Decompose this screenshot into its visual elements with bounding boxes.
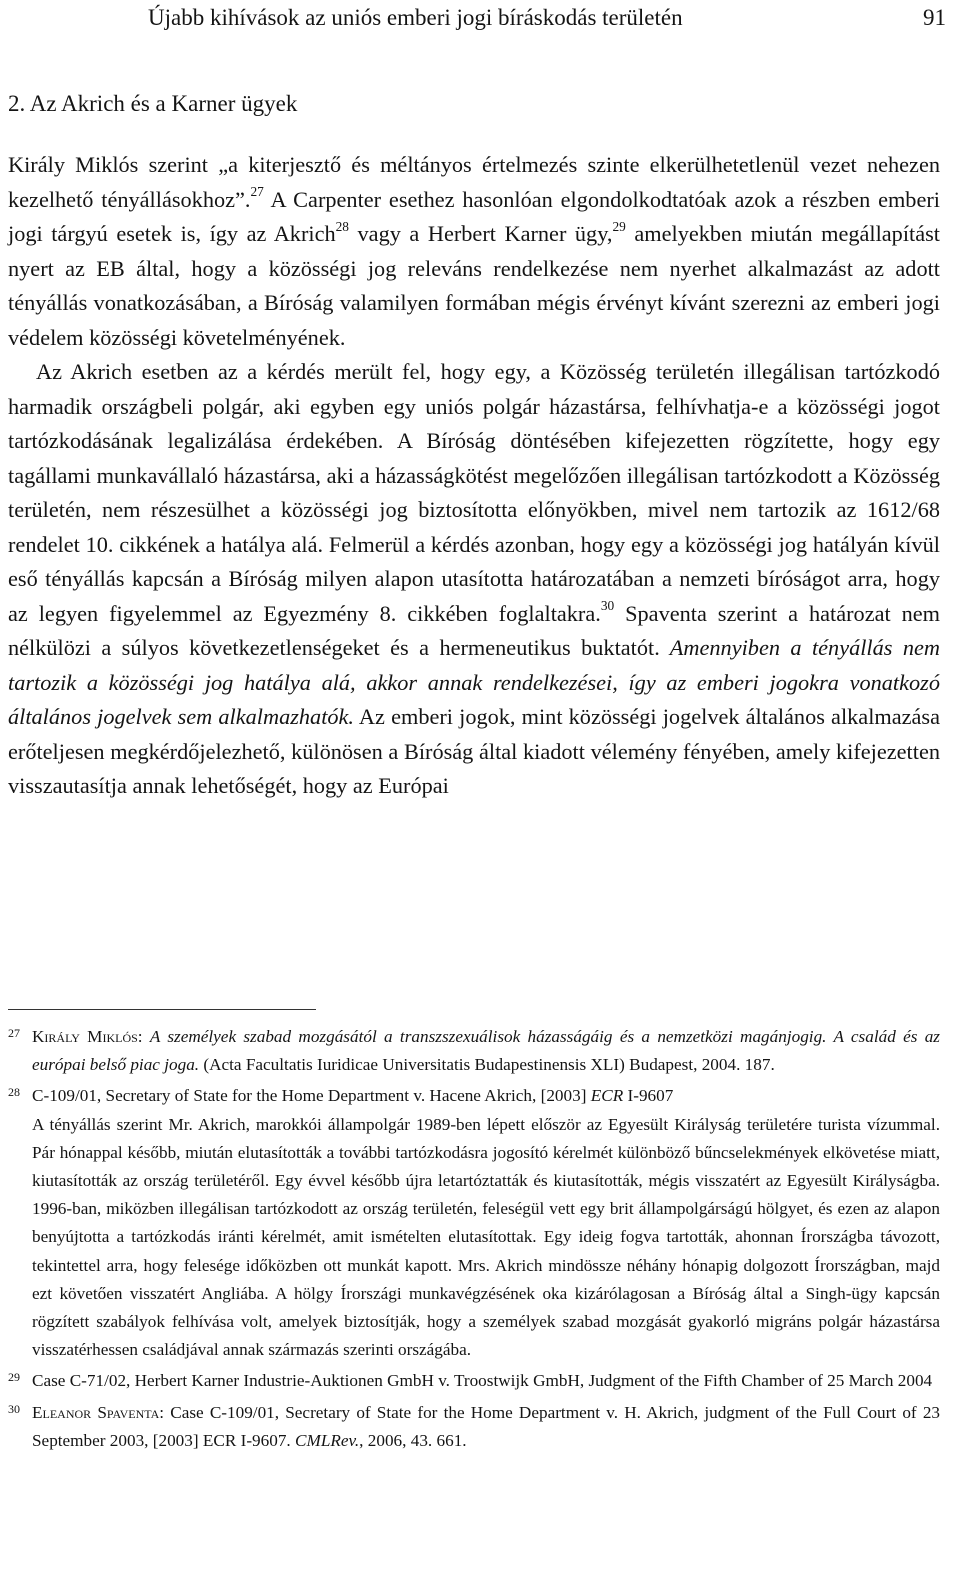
paragraph-2-part-2: Spaventa szerint a határozat nem nélkülözi a súlyos következetlenségeket és a hermeneutikus buktatót. bbox=[8, 600, 940, 660]
footnote-number: 30 bbox=[8, 1401, 20, 1416]
footnote-ref-27: 27 bbox=[250, 184, 264, 200]
footnote-italic: ECR bbox=[590, 1086, 624, 1106]
footnote-citation-end: I-9607 bbox=[623, 1086, 674, 1106]
footnotes bbox=[8, 1023, 940, 1458]
footnote-text: Case C-71/02, Herbert Karner Industrie-Auktionen GmbH v. Troostwijk GmbH, Judgment of the Fifth Chamber of 25 March 2004 bbox=[32, 1371, 933, 1391]
footnote-text-end: , 2006, 43. 661. bbox=[359, 1430, 467, 1450]
footnote-29 bbox=[8, 1367, 940, 1395]
footnote-author: Király Miklós bbox=[32, 1027, 138, 1046]
footnote-ref-30: 30 bbox=[600, 598, 615, 614]
footnote-number: 27 bbox=[8, 1026, 20, 1040]
footnote-30 bbox=[8, 1399, 940, 1455]
footnote-italic: A személyek szabad mozgásától a transzszexuálisok házasságáig és a nemzetközi magánjogig. A család és az európai belső piac joga. bbox=[32, 1027, 940, 1075]
footnote-citation: C-109/01, Secretary of State for the Home Department v. Hacene Akrich, [2003] bbox=[32, 1086, 591, 1106]
paragraph-1-part-1: Király Miklós szerint „a kiterjesztő és méltányos értelmezés szinte elkerülhetetlenül vezet nehezen kezelhető tényállásokhoz”. bbox=[8, 152, 940, 212]
footnote-text: (Acta Facultatis Iuridicae Universitatis Budapestinensis XLI) Budapest, 2004. 187. bbox=[199, 1055, 775, 1075]
paragraph-1-part-3: vagy a Herbert Karner ügy, bbox=[348, 221, 613, 246]
paragraph-2 bbox=[8, 355, 940, 804]
footnote-ref-28: 28 bbox=[335, 218, 349, 234]
footnote-number: 28 bbox=[8, 1085, 20, 1100]
paragraph-2-part-3: Az emberi jogok, mint közösségi jogelvek általános alkalmazása erőteljesen megkérdőjelezhető, különösen a Bíróság által kiadott vélemény fényében, amely kifejezetten visszautasítja annak lehetőségét, hogy az Európai bbox=[8, 704, 940, 798]
footnote-italic: CMLRev. bbox=[295, 1430, 360, 1450]
paragraph-1 bbox=[8, 148, 940, 355]
footnote-author: Eleanor Spaventa bbox=[32, 1402, 160, 1422]
section-heading: 2. Az Akrich és a Karner ügyek bbox=[8, 91, 298, 116]
footnote-ref-29: 29 bbox=[612, 218, 626, 234]
footnote-separator bbox=[8, 1009, 316, 1010]
main-text bbox=[8, 148, 940, 804]
paragraph-1-part-4: amelyekben miután megállapítást nyert az EB által, hogy a közösségi jog releváns rendelkezése nem nyerhet alkalmazást az adott tényállás vonatkozásában, a Bíróság valamilyen formában mégis érvényt kívánt szerezni az emberi jogi védelem közösségi követelményének. bbox=[8, 221, 940, 350]
footnote-colon: : bbox=[137, 1027, 150, 1046]
page-number: 91 bbox=[923, 5, 946, 30]
footnote-text: : Case C-109/01, Secretary of State for the Home Department v. H. Akrich, judgment of the Full Court of 23 September 2003, [2003] ECR I-9607. bbox=[32, 1402, 941, 1450]
running-title: Újabb kihívások az uniós emberi jogi bíráskodás területén bbox=[148, 5, 683, 30]
paragraph-2-italic: Amennyiben a tényállás nem tartozik a közösségi jog hatálya alá, akkor annak rendelkezései, így az emberi jogokra vonatkozó általános jogelvek sem alkalmazhatók. bbox=[8, 635, 941, 729]
running-header bbox=[148, 2, 946, 34]
paragraph-2-part-1: Az Akrich esetben az a kérdés merült fel, hogy egy, a Közösség területén illegálisan tartózkodó harmadik országbeli polgár, aki egyben egy uniós polgár házastársa, felhívhatja-e a közösségi jogot tartózkodásának legalizálása érdekében. A Bíróság döntésében kifejezetten rögzítette, hogy egy tagállami munkavállaló házastársa, aki a házasságkötést megelőzően illegálisan tartózkodott a Közösség területén, nem részesülhet a közösségi jog biztosította előnyökben, mivel nem tartozik az 1612/68 rendelet 10. cikkének a hatálya alá. Felmerül a kérdés azonban, hogy egy a közösségi jog hatályán kívül eső tényállás kapcsán a Bíróság milyen alapon utasította határozatában a nemzeti bíróságot arra, hogy az legyen figyelemmel az Egyezmény 8. cikkében foglaltakra. bbox=[8, 359, 940, 626]
footnote-text: A tényállás szerint Mr. Akrich, marokkói állampolgár 1989-ben lépett először az Egyesült Királyság területére turista vízummal. Pár hónappal később, miután elutasították a további tartózkodásra jogosító kérelmét különböző bűncselekmények elkövetése miatt, kiutasították az ország területéről. Egy évvel később újra letartóztatták és kiutasították, mégis visszatért az Egyesült Királyságba. 1996-ban, miközben illegálisan tartózkodott az ország területén, feleségül vett egy brit állampolgárságú hölgyet, és ezen az alapon benyújtotta a tartózkodás iránti kérelmét, amit ismételten elutasítottak. Egy ideig fogva tartották, ahonnan Írországba távozott, tekintettel arra, hogy felesége időközben ott munkát kapott. Mrs. Akrich mindössze néhány hónapig dolgozott Írországban, majd ezt követően visszatért Angliába. A hölgy Írországi munkavégzésének oka kizárólagosan a Bíróság által a Singh-ügy kapcsán rögzített szabályok felhívása volt, amelyek biztosítják, hogy a személyek szabad mozgását gyakorló migráns polgár házastársa visszatérhessen családjával annak származás szerinti országába. bbox=[32, 1114, 940, 1360]
footnote-27 bbox=[8, 1023, 940, 1079]
paragraph-1-part-2: A Carpenter esethez hasonlóan elgondolkodtatóak azok a részben emberi jogi tárgyú esetek is, így az Akrich bbox=[8, 186, 940, 246]
footnote-28 bbox=[8, 1082, 940, 1364]
footnote-number: 29 bbox=[8, 1370, 20, 1385]
